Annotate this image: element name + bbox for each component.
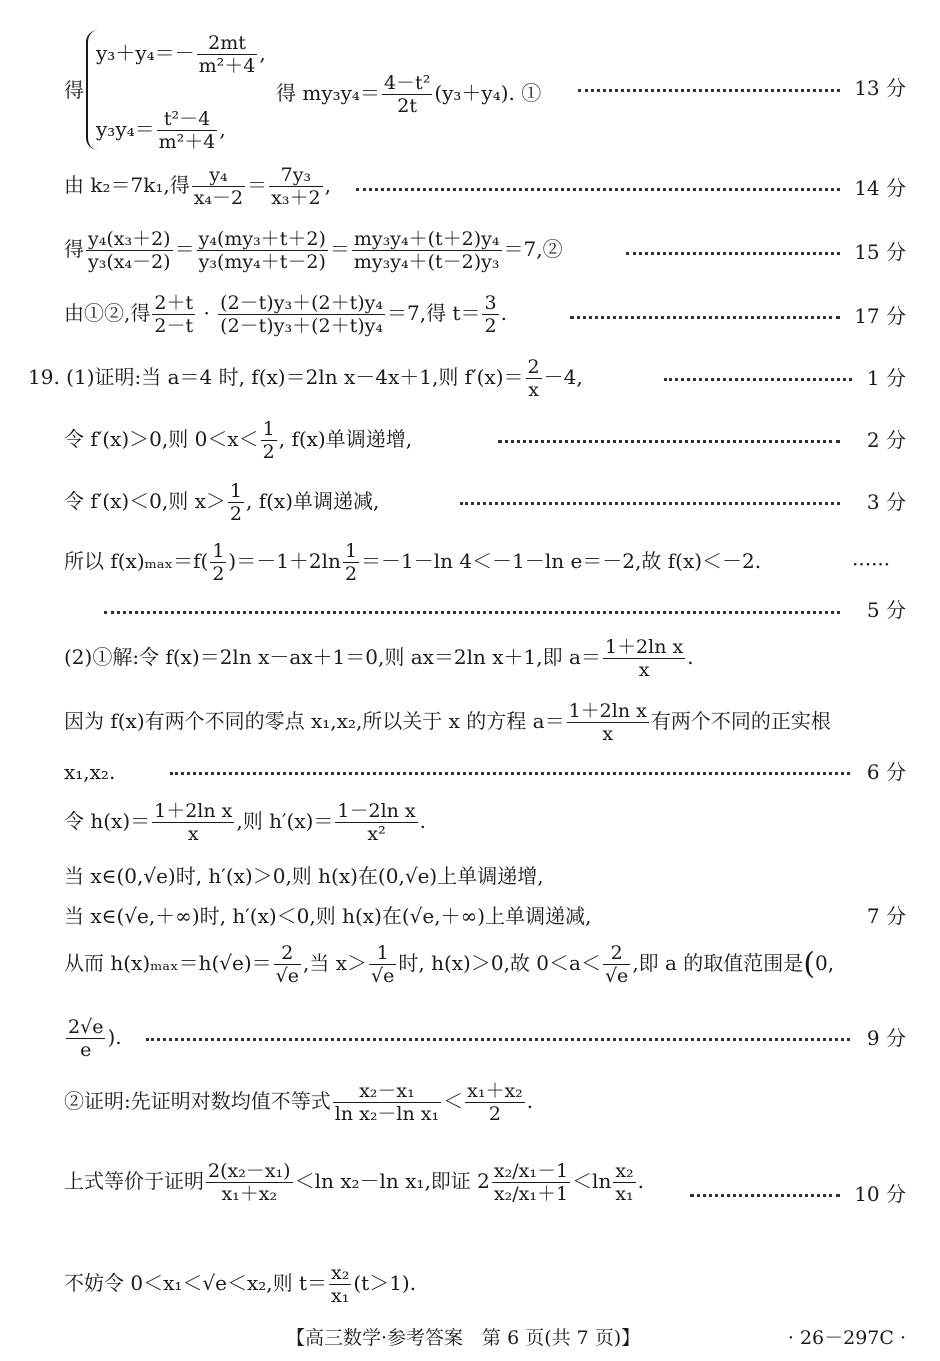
- page-footer: 【高三数学·参考答案 第 6 页(共 7 页)】: [286, 1327, 641, 1349]
- score-2: 2 分: [866, 428, 906, 452]
- q19-line-10: 当 x∈(0,√e)时, h′(x)＞0,则 h(x)在(0,√e)上单调递增,: [64, 864, 544, 888]
- score-14: 14 分: [854, 176, 906, 200]
- score-6: 6 分: [866, 760, 906, 784]
- q19-line-8: x₁,x₂.: [64, 760, 116, 784]
- dot-leader: [690, 1194, 840, 1197]
- equation-line-13: 得 my₃y₄＝ $\frac{\text{4－t²}}{2t}$ (y₃＋y₄). ①: [276, 72, 542, 117]
- dot-leader: [578, 89, 840, 92]
- equation-line-17: 由①②,得 $\frac{2+t}{2-t}$ · $\frac{\text{(2－t)y₃＋(2＋t)y₄}}{\text{(2－t)y₃＋(2＋t)y₄}}$ ＝7,得 t＝ $\frac{3}{2}$ .: [64, 292, 507, 337]
- equation-line-14: 由 k₂＝7k₁,得 $\frac{\text{y₄}}{\text{x₄－2}}$ ＝ $\frac{\text{7y₃}}{\text{x₃＋2}}$ ,: [64, 164, 331, 209]
- score-7: 7 分: [866, 904, 906, 928]
- score-13: 13 分: [854, 76, 906, 100]
- q19-line-4: 所以 f(x)ₘₐₓ＝f( $\frac{1}{2}$ )＝－1＋2ln $\frac{1}{2}$ ＝－1－ln 4＜－1－ln e＝－2,故 f(x)＜－2.: [64, 540, 762, 585]
- q19-line-9: 令 h(x)＝ $\frac{\text{1＋2ln x}}{x}$ ,则 h′(x)＝ $\frac{\text{1－2ln x}}{\text{x²}}$ .: [64, 800, 427, 845]
- q19-line-15: 上式等价于证明 $\frac{\text{2(x₂－x₁)}}{\text{x₁＋x₂}}$ ＜ln x₂－ln x₁,即证 2 $\frac{\text{x₂/x₁－1}}{\text{x₂/x₁＋1}}$ ＜ln $\frac{\text{x₂}}{\text{x₁}}$ .: [64, 1160, 645, 1205]
- score-1: 1 分: [866, 366, 906, 390]
- dot-leader: [570, 316, 840, 319]
- q19-line-12: 从而 h(x)ₘₐₓ＝h(√e)＝ $\frac{2}{√e}$ ,当 x＞ $\frac{1}{√e}$ 时, h(x)＞0,故 0＜a＜ $\frac{2}{√e}$ ,即 a 的取值范围是(0,: [64, 942, 835, 987]
- score-17: 17 分: [854, 304, 906, 328]
- q19-line-2: 令 f′(x)＞0,则 0＜x＜ $\frac{1}{2}$ , f(x)单调递增,: [64, 418, 413, 463]
- q19-line-3: 令 f′(x)＜0,则 x＞ $\frac{1}{2}$ , f(x)单调递减,: [64, 480, 380, 525]
- dot-leader: [170, 772, 850, 775]
- score-5: 5 分: [866, 598, 906, 622]
- q19-line-14: ②证明:先证明对数均值不等式 $\frac{\text{x₂－x₁}}{\text{ln x₂－ln x₁}}$ ＜ $\frac{\text{x₁＋x₂}}{2}$ .: [64, 1080, 534, 1125]
- dot-leader: [498, 440, 840, 443]
- dot-leader: [104, 611, 840, 614]
- score-10: 10 分: [854, 1182, 906, 1206]
- score-9: 9 分: [866, 1026, 906, 1050]
- q19-part1-line: 19. (1)证明:当 a＝4 时, f(x)＝2ln x－4x＋1,则 f′(x)＝ $\frac{2}{x}$ －4,: [28, 356, 583, 401]
- q19-line-11: 当 x∈(√e,＋∞)时, h′(x)＜0,则 h(x)在(√e,＋∞)上单调递减,: [64, 904, 592, 928]
- dot-leader: [146, 1038, 850, 1041]
- q19-line-16: 不妨令 0＜x₁＜√e＜x₂,则 t＝ $\frac{\text{x₂}}{\text{x₁}}$ (t＞1).: [64, 1262, 417, 1307]
- dot-leader: [460, 502, 840, 505]
- dot-leader: [664, 378, 852, 381]
- system-eq2: y₃y₄＝ $\frac{\text{t²－4}}{\text{m²＋4}}$ ,: [96, 108, 226, 153]
- system-eq1: y₃＋y₄＝－ $\frac{2mt}{\text{m²＋4}}$ ,: [96, 32, 266, 77]
- dot-leader: [626, 252, 840, 255]
- q19-line-13: $\frac{2√e}{e}$ ).: [68, 1016, 122, 1061]
- dot-leader: [356, 188, 840, 191]
- score-3: 3 分: [866, 490, 906, 514]
- q19-part2-line: (2)①解:令 f(x)＝2ln x－ax＋1＝0,则 ax＝2ln x＋1,即 a＝ $\frac{\text{1＋2ln x}}{x}$ .: [64, 636, 694, 681]
- score-15: 15 分: [854, 240, 906, 264]
- system-label: 得: [64, 78, 84, 102]
- page-code: · 26－297C ·: [787, 1327, 906, 1349]
- q19-line-7: 因为 f(x)有两个不同的零点 x₁,x₂,所以关于 x 的方程 a＝ $\frac{\text{1＋2ln x}}{x}$ 有两个不同的正实根: [64, 700, 831, 745]
- equation-line-15: 得 $\frac{\text{y₄(x₃＋2)}}{\text{y₃(x₄－2)}}$ ＝ $\frac{\text{y₄(my₃＋t＋2)}}{\text{y₃(my₄＋t－2)}}$ ＝ $\frac{\text{my₃y₄＋(t＋2)y₄}}{\text{my₃y₄＋(t－2)y₃}}$ ＝7,②: [64, 228, 563, 273]
- q19-line-4-trail: ······: [852, 552, 891, 576]
